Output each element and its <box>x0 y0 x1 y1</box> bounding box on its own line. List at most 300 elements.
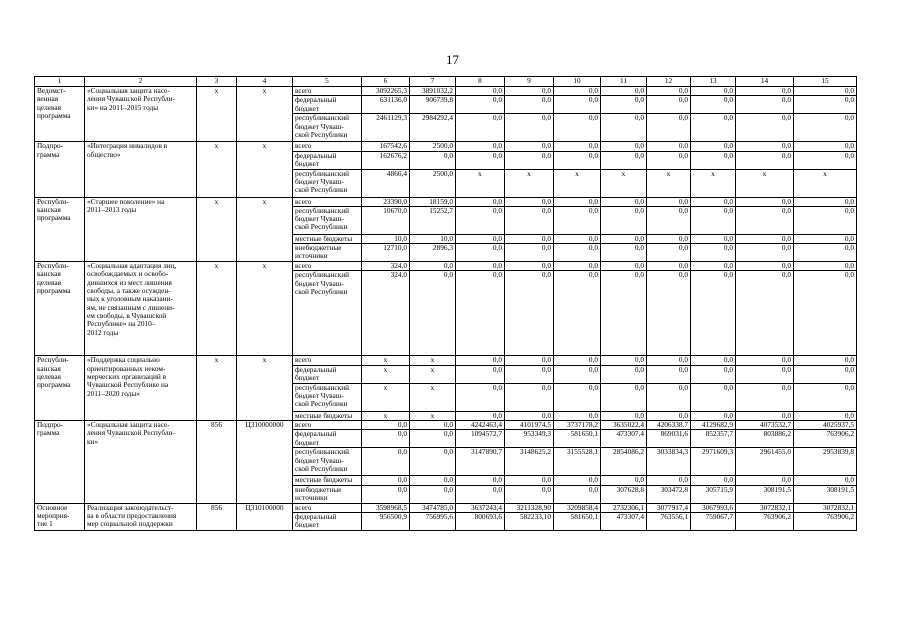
value-cell: x <box>410 411 456 420</box>
value-cell: 0,0 <box>691 197 736 206</box>
program-name-cell: «Старшее поколение» на 2011–2013 годы <box>85 197 197 262</box>
value-cell: 0,0 <box>647 476 691 485</box>
value-cell: 582233,10 <box>505 512 554 530</box>
value-cell: 0,0 <box>505 206 554 234</box>
value-cell: 0,0 <box>456 476 505 485</box>
value-cell: 0,0 <box>736 151 794 169</box>
program-name-cell: «Поддержка социально ориентированных неком- мерческих организаций в Чувашской Республике на 2011–2020 годы» <box>85 356 197 421</box>
value-cell: 953349,3 <box>505 430 554 448</box>
value-cell: 4101974,5 <box>505 421 554 430</box>
value-cell: 0,0 <box>456 234 505 243</box>
funding-source-cell: всего <box>293 421 362 430</box>
code-cell: 856 <box>197 503 237 530</box>
value-cell: 0,0 <box>362 448 410 476</box>
program-type-cell: Республи- канская целевая программа <box>35 262 85 356</box>
value-cell: 167542,6 <box>362 142 410 151</box>
value-cell: 2961455,0 <box>736 448 794 476</box>
value-cell: 0,0 <box>456 383 505 411</box>
program-type-cell: Подпро- грамма <box>35 142 85 197</box>
value-cell: 0,0 <box>647 197 691 206</box>
value-cell: 0,0 <box>794 365 857 383</box>
value-cell: 0,0 <box>456 411 505 420</box>
funding-source-cell: республиканский бюджет Чуваш- ской Республики <box>293 383 362 411</box>
header-row <box>35 77 857 87</box>
table-row <box>35 356 857 365</box>
value-cell: 0,0 <box>691 142 736 151</box>
column-header: 4 <box>237 77 293 87</box>
value-cell: 0,0 <box>736 383 794 411</box>
value-cell: 0,0 <box>691 365 736 383</box>
value-cell: 4242463,4 <box>456 421 505 430</box>
code-cell: x <box>237 197 293 262</box>
value-cell: 3077917,4 <box>647 503 691 512</box>
value-cell: 3598968,5 <box>362 503 410 512</box>
program-type-cell: Республи- канская целевая программа <box>35 356 85 421</box>
value-cell: 0,0 <box>647 356 691 365</box>
table-row <box>35 262 857 271</box>
column-header: 13 <box>691 77 736 87</box>
value-cell: 0,0 <box>601 96 647 114</box>
value-cell: 2953839,8 <box>794 448 857 476</box>
value-cell: 0,0 <box>456 365 505 383</box>
code-cell: x <box>237 262 293 356</box>
funding-source-cell: всего <box>293 87 362 96</box>
value-cell: 0,0 <box>794 476 857 485</box>
table-row <box>35 142 857 151</box>
value-cell: 0,0 <box>794 411 857 420</box>
code-cell: x <box>237 356 293 421</box>
value-cell: 0,0 <box>601 87 647 96</box>
value-cell: 3072832,1 <box>794 503 857 512</box>
value-cell: 4866,4 <box>362 169 410 197</box>
value-cell: 0,0 <box>691 151 736 169</box>
value-cell: 0,0 <box>736 114 794 142</box>
code-cell: x <box>197 142 237 197</box>
column-header: 12 <box>647 77 691 87</box>
value-cell: 0,0 <box>601 142 647 151</box>
funding-source-cell: республиканский бюджет Чуваш- ской Республики <box>293 448 362 476</box>
value-cell: 0,0 <box>456 356 505 365</box>
value-cell: 2461129,3 <box>362 114 410 142</box>
value-cell: 4206338,7 <box>647 421 691 430</box>
value-cell: 0,0 <box>456 197 505 206</box>
value-cell: 3635022,4 <box>601 421 647 430</box>
value-cell: 0,0 <box>505 151 554 169</box>
value-cell: 0,0 <box>647 114 691 142</box>
value-cell: 2971609,3 <box>691 448 736 476</box>
value-cell: 0,0 <box>410 151 456 169</box>
value-cell: 0,0 <box>601 151 647 169</box>
value-cell: 3072832,1 <box>736 503 794 512</box>
value-cell: 10,0 <box>362 234 410 243</box>
value-cell: 162676,2 <box>362 151 410 169</box>
value-cell: 581650,1 <box>554 430 601 448</box>
funding-source-cell: внебюджетные источники <box>293 244 362 262</box>
value-cell: 0,0 <box>554 96 601 114</box>
value-cell: 763906,2 <box>794 430 857 448</box>
value-cell: x <box>410 356 456 365</box>
funding-source-cell: республиканский бюджет Чуваш- ской Республики <box>293 206 362 234</box>
value-cell: 0,0 <box>691 206 736 234</box>
value-cell: 0,0 <box>410 421 456 430</box>
value-cell: 2896,3 <box>410 244 456 262</box>
value-cell: 0,0 <box>410 430 456 448</box>
value-cell: x <box>554 169 601 197</box>
value-cell: 0,0 <box>554 244 601 262</box>
table-row <box>35 421 857 430</box>
value-cell: 0,0 <box>647 206 691 234</box>
value-cell: 308191,5 <box>736 485 794 503</box>
value-cell: 0,0 <box>456 142 505 151</box>
value-cell: 0,0 <box>736 206 794 234</box>
value-cell: 3209858,4 <box>554 503 601 512</box>
funding-source-cell: республиканский бюджет Чуваш- ской Республики <box>293 271 362 356</box>
value-cell: 0,0 <box>554 411 601 420</box>
funding-source-cell: федеральный бюджет <box>293 512 362 530</box>
value-cell: 0,0 <box>554 485 601 503</box>
code-cell: x <box>197 262 237 356</box>
value-cell: 0,0 <box>601 206 647 234</box>
value-cell: 869031,6 <box>647 430 691 448</box>
value-cell: 3211328,90 <box>505 503 554 512</box>
column-header: 5 <box>293 77 362 87</box>
value-cell: 10,0 <box>410 234 456 243</box>
funding-source-cell: всего <box>293 503 362 512</box>
value-cell: 3033834,3 <box>647 448 691 476</box>
value-cell: 0,0 <box>601 197 647 206</box>
program-name-cell: «Социальная защита насе- ления Чувашской Республи- ки» на 2011–2015 годы <box>85 87 197 142</box>
value-cell: 4129682,9 <box>691 421 736 430</box>
value-cell: 2984292,4 <box>410 114 456 142</box>
value-cell: 0,0 <box>794 87 857 96</box>
value-cell: 0,0 <box>505 365 554 383</box>
value-cell: 0,0 <box>647 365 691 383</box>
value-cell: 0,0 <box>601 356 647 365</box>
value-cell: x <box>691 169 736 197</box>
column-header: 11 <box>601 77 647 87</box>
value-cell: 0,0 <box>794 234 857 243</box>
value-cell: 0,0 <box>505 262 554 271</box>
value-cell: 0,0 <box>691 234 736 243</box>
funding-source-cell: федеральный бюджет <box>293 151 362 169</box>
value-cell: 0,0 <box>601 262 647 271</box>
column-header: 1 <box>35 77 85 87</box>
funding-source-cell: федеральный бюджет <box>293 96 362 114</box>
value-cell: x <box>736 169 794 197</box>
value-cell: x <box>794 169 857 197</box>
code-cell: x <box>197 197 237 262</box>
value-cell: 0,0 <box>505 96 554 114</box>
value-cell: 23390,0 <box>362 197 410 206</box>
value-cell: 0,0 <box>691 271 736 356</box>
value-cell: 0,0 <box>410 485 456 503</box>
program-type-cell: Основное мероприя- тие 1 <box>35 503 85 530</box>
value-cell: 3155528,1 <box>554 448 601 476</box>
value-cell: 0,0 <box>794 206 857 234</box>
value-cell: 956500,9 <box>362 512 410 530</box>
page-number: 17 <box>446 52 459 67</box>
value-cell: x <box>362 356 410 365</box>
value-cell: 0,0 <box>505 114 554 142</box>
value-cell: 0,0 <box>554 234 601 243</box>
value-cell: 0,0 <box>691 87 736 96</box>
value-cell: 3637243,4 <box>456 503 505 512</box>
column-header: 3 <box>197 77 237 87</box>
value-cell: x <box>410 365 456 383</box>
value-cell: 0,0 <box>456 271 505 356</box>
value-cell: 0,0 <box>554 271 601 356</box>
value-cell: 0,0 <box>601 365 647 383</box>
value-cell: 305715,9 <box>691 485 736 503</box>
value-cell: 0,0 <box>554 356 601 365</box>
value-cell: 0,0 <box>647 96 691 114</box>
value-cell: 581650,1 <box>554 512 601 530</box>
value-cell: 473307,4 <box>601 430 647 448</box>
program-name-cell: «Социальная защита насе- ления Чувашской Республи- ки» <box>85 421 197 504</box>
code-cell: 856 <box>197 421 237 504</box>
value-cell: 0,0 <box>647 87 691 96</box>
column-header: 8 <box>456 77 505 87</box>
funding-source-cell: республиканский бюджет Чуваш- ской Республики <box>293 169 362 197</box>
value-cell: 0,0 <box>794 142 857 151</box>
value-cell: 0,0 <box>691 244 736 262</box>
table-row <box>35 87 857 96</box>
table-row <box>35 197 857 206</box>
column-header: 7 <box>410 77 456 87</box>
value-cell: 3067993,6 <box>691 503 736 512</box>
value-cell: 0,0 <box>554 476 601 485</box>
value-cell: 10670,0 <box>362 206 410 234</box>
value-cell: 3474785,0 <box>410 503 456 512</box>
value-cell: 0,0 <box>456 151 505 169</box>
value-cell: 0,0 <box>456 96 505 114</box>
value-cell: 763556,1 <box>647 512 691 530</box>
value-cell: 3147890,7 <box>456 448 505 476</box>
value-cell: 0,0 <box>736 142 794 151</box>
value-cell: x <box>505 169 554 197</box>
value-cell: 3737178,2 <box>554 421 601 430</box>
column-header: 10 <box>554 77 601 87</box>
value-cell: 0,0 <box>691 114 736 142</box>
funding-source-cell: местные бюджеты <box>293 476 362 485</box>
value-cell: 0,0 <box>456 262 505 271</box>
code-cell: x <box>237 87 293 142</box>
code-cell: x <box>197 356 237 421</box>
value-cell: 15252,7 <box>410 206 456 234</box>
funding-source-cell: всего <box>293 356 362 365</box>
value-cell: 0,0 <box>410 448 456 476</box>
value-cell: 0,0 <box>736 87 794 96</box>
code-cell: Ц310000000 <box>237 421 293 504</box>
program-name-cell: «Интеграция инвалидов в общество» <box>85 142 197 197</box>
value-cell: 0,0 <box>736 262 794 271</box>
value-cell: 0,0 <box>794 197 857 206</box>
value-cell: 0,0 <box>554 206 601 234</box>
funding-source-cell: внебюджетные источники <box>293 485 362 503</box>
value-cell: 307628,8 <box>601 485 647 503</box>
value-cell: 0,0 <box>456 114 505 142</box>
value-cell: 0,0 <box>601 271 647 356</box>
value-cell: 0,0 <box>456 206 505 234</box>
value-cell: x <box>410 383 456 411</box>
value-cell: 0,0 <box>794 262 857 271</box>
value-cell: 0,0 <box>736 411 794 420</box>
value-cell: 3148625,2 <box>505 448 554 476</box>
column-header: 15 <box>794 77 857 87</box>
value-cell: 4025937,5 <box>794 421 857 430</box>
value-cell: 631136,0 <box>362 96 410 114</box>
value-cell: 0,0 <box>505 197 554 206</box>
value-cell: 2500,0 <box>410 169 456 197</box>
value-cell: 759067,7 <box>691 512 736 530</box>
program-name-cell: Реализация законодательст- ва в области предоставления мер социальной поддержки <box>85 503 197 530</box>
value-cell: 0,0 <box>410 262 456 271</box>
value-cell: 0,0 <box>794 151 857 169</box>
value-cell: x <box>601 169 647 197</box>
value-cell: 0,0 <box>410 476 456 485</box>
value-cell: 0,0 <box>647 151 691 169</box>
value-cell: 2854086,2 <box>601 448 647 476</box>
value-cell: 0,0 <box>794 356 857 365</box>
value-cell: 324,0 <box>362 262 410 271</box>
value-cell: 0,0 <box>505 383 554 411</box>
value-cell: 0,0 <box>691 383 736 411</box>
table-row <box>35 503 857 512</box>
value-cell: 0,0 <box>505 87 554 96</box>
value-cell: 0,0 <box>456 87 505 96</box>
value-cell: 0,0 <box>736 356 794 365</box>
budget-table <box>34 76 857 531</box>
value-cell: 0,0 <box>647 244 691 262</box>
value-cell: 852357,7 <box>691 430 736 448</box>
value-cell: 0,0 <box>505 244 554 262</box>
value-cell: 0,0 <box>554 383 601 411</box>
program-type-cell: Республи- канская программа <box>35 197 85 262</box>
funding-source-cell: всего <box>293 262 362 271</box>
value-cell: 0,0 <box>554 197 601 206</box>
value-cell: 0,0 <box>736 476 794 485</box>
value-cell: 0,0 <box>691 411 736 420</box>
value-cell: 763906,2 <box>736 512 794 530</box>
value-cell: 0,0 <box>601 383 647 411</box>
value-cell: x <box>362 365 410 383</box>
funding-source-cell: местные бюджеты <box>293 234 362 243</box>
value-cell: 308191,5 <box>794 485 857 503</box>
value-cell: 803886,2 <box>736 430 794 448</box>
program-type-cell: Ведомст- венная целевая программа <box>35 87 85 142</box>
funding-source-cell: всего <box>293 197 362 206</box>
value-cell: 0,0 <box>601 411 647 420</box>
value-cell: x <box>362 411 410 420</box>
column-header: 9 <box>505 77 554 87</box>
value-cell: 0,0 <box>505 485 554 503</box>
value-cell: 0,0 <box>505 476 554 485</box>
value-cell: 0,0 <box>362 485 410 503</box>
program-name-cell: «Социальная адаптация лиц, освобождаемых и освобо- дившихся из мест лишения свободы, а также осужден- ных к уголовным наказани- ям, не связанным с лишени- ем свободы, в Чувашской Республике» на 2010– 2012 годы <box>85 262 197 356</box>
value-cell: 0,0 <box>736 271 794 356</box>
value-cell: 0,0 <box>691 356 736 365</box>
value-cell: 0,0 <box>736 234 794 243</box>
value-cell: 906739,8 <box>410 96 456 114</box>
value-cell: 0,0 <box>647 262 691 271</box>
value-cell: 324,0 <box>362 271 410 356</box>
value-cell: 0,0 <box>647 234 691 243</box>
value-cell: 4073532,7 <box>736 421 794 430</box>
value-cell: 0,0 <box>554 142 601 151</box>
value-cell: x <box>647 169 691 197</box>
value-cell: 756995,6 <box>410 512 456 530</box>
value-cell: 0,0 <box>362 430 410 448</box>
value-cell: 3891032,2 <box>410 87 456 96</box>
value-cell: 0,0 <box>456 244 505 262</box>
value-cell: 0,0 <box>691 262 736 271</box>
value-cell: 0,0 <box>691 96 736 114</box>
value-cell: 0,0 <box>794 383 857 411</box>
value-cell: 3092265,3 <box>362 87 410 96</box>
value-cell: 2732306,1 <box>601 503 647 512</box>
value-cell: 0,0 <box>554 151 601 169</box>
value-cell: 1094572,7 <box>456 430 505 448</box>
code-cell: x <box>197 87 237 142</box>
value-cell: 0,0 <box>410 271 456 356</box>
value-cell: x <box>362 383 410 411</box>
value-cell: 2500,0 <box>410 142 456 151</box>
value-cell: 0,0 <box>794 114 857 142</box>
value-cell: 0,0 <box>362 421 410 430</box>
value-cell: 0,0 <box>456 485 505 503</box>
value-cell: 0,0 <box>736 244 794 262</box>
value-cell: 0,0 <box>505 234 554 243</box>
value-cell: x <box>456 169 505 197</box>
code-cell: x <box>237 142 293 197</box>
value-cell: 0,0 <box>736 96 794 114</box>
funding-source-cell: всего <box>293 142 362 151</box>
value-cell: 0,0 <box>647 271 691 356</box>
value-cell: 0,0 <box>794 271 857 356</box>
value-cell: 800693,6 <box>456 512 505 530</box>
value-cell: 473307,4 <box>601 512 647 530</box>
value-cell: 303472,8 <box>647 485 691 503</box>
value-cell: 0,0 <box>505 356 554 365</box>
value-cell: 12710,0 <box>362 244 410 262</box>
value-cell: 0,0 <box>794 96 857 114</box>
value-cell: 0,0 <box>362 476 410 485</box>
value-cell: 0,0 <box>554 114 601 142</box>
value-cell: 0,0 <box>647 142 691 151</box>
value-cell: 0,0 <box>554 365 601 383</box>
value-cell: 0,0 <box>691 476 736 485</box>
value-cell: 763906,2 <box>794 512 857 530</box>
value-cell: 0,0 <box>554 262 601 271</box>
column-header: 2 <box>85 77 197 87</box>
value-cell: 0,0 <box>505 411 554 420</box>
column-header: 14 <box>736 77 794 87</box>
value-cell: 0,0 <box>794 244 857 262</box>
funding-source-cell: местные бюджеты <box>293 411 362 420</box>
value-cell: 0,0 <box>736 365 794 383</box>
value-cell: 0,0 <box>601 476 647 485</box>
code-cell: Ц310100000 <box>237 503 293 530</box>
value-cell: 0,0 <box>647 383 691 411</box>
value-cell: 18159,0 <box>410 197 456 206</box>
program-type-cell: Подпро- грамма <box>35 421 85 504</box>
value-cell: 0,0 <box>736 197 794 206</box>
value-cell: 0,0 <box>601 234 647 243</box>
value-cell: 0,0 <box>601 114 647 142</box>
value-cell: 0,0 <box>554 87 601 96</box>
value-cell: 0,0 <box>505 142 554 151</box>
funding-source-cell: республиканский бюджет Чуваш- ской Республики <box>293 114 362 142</box>
